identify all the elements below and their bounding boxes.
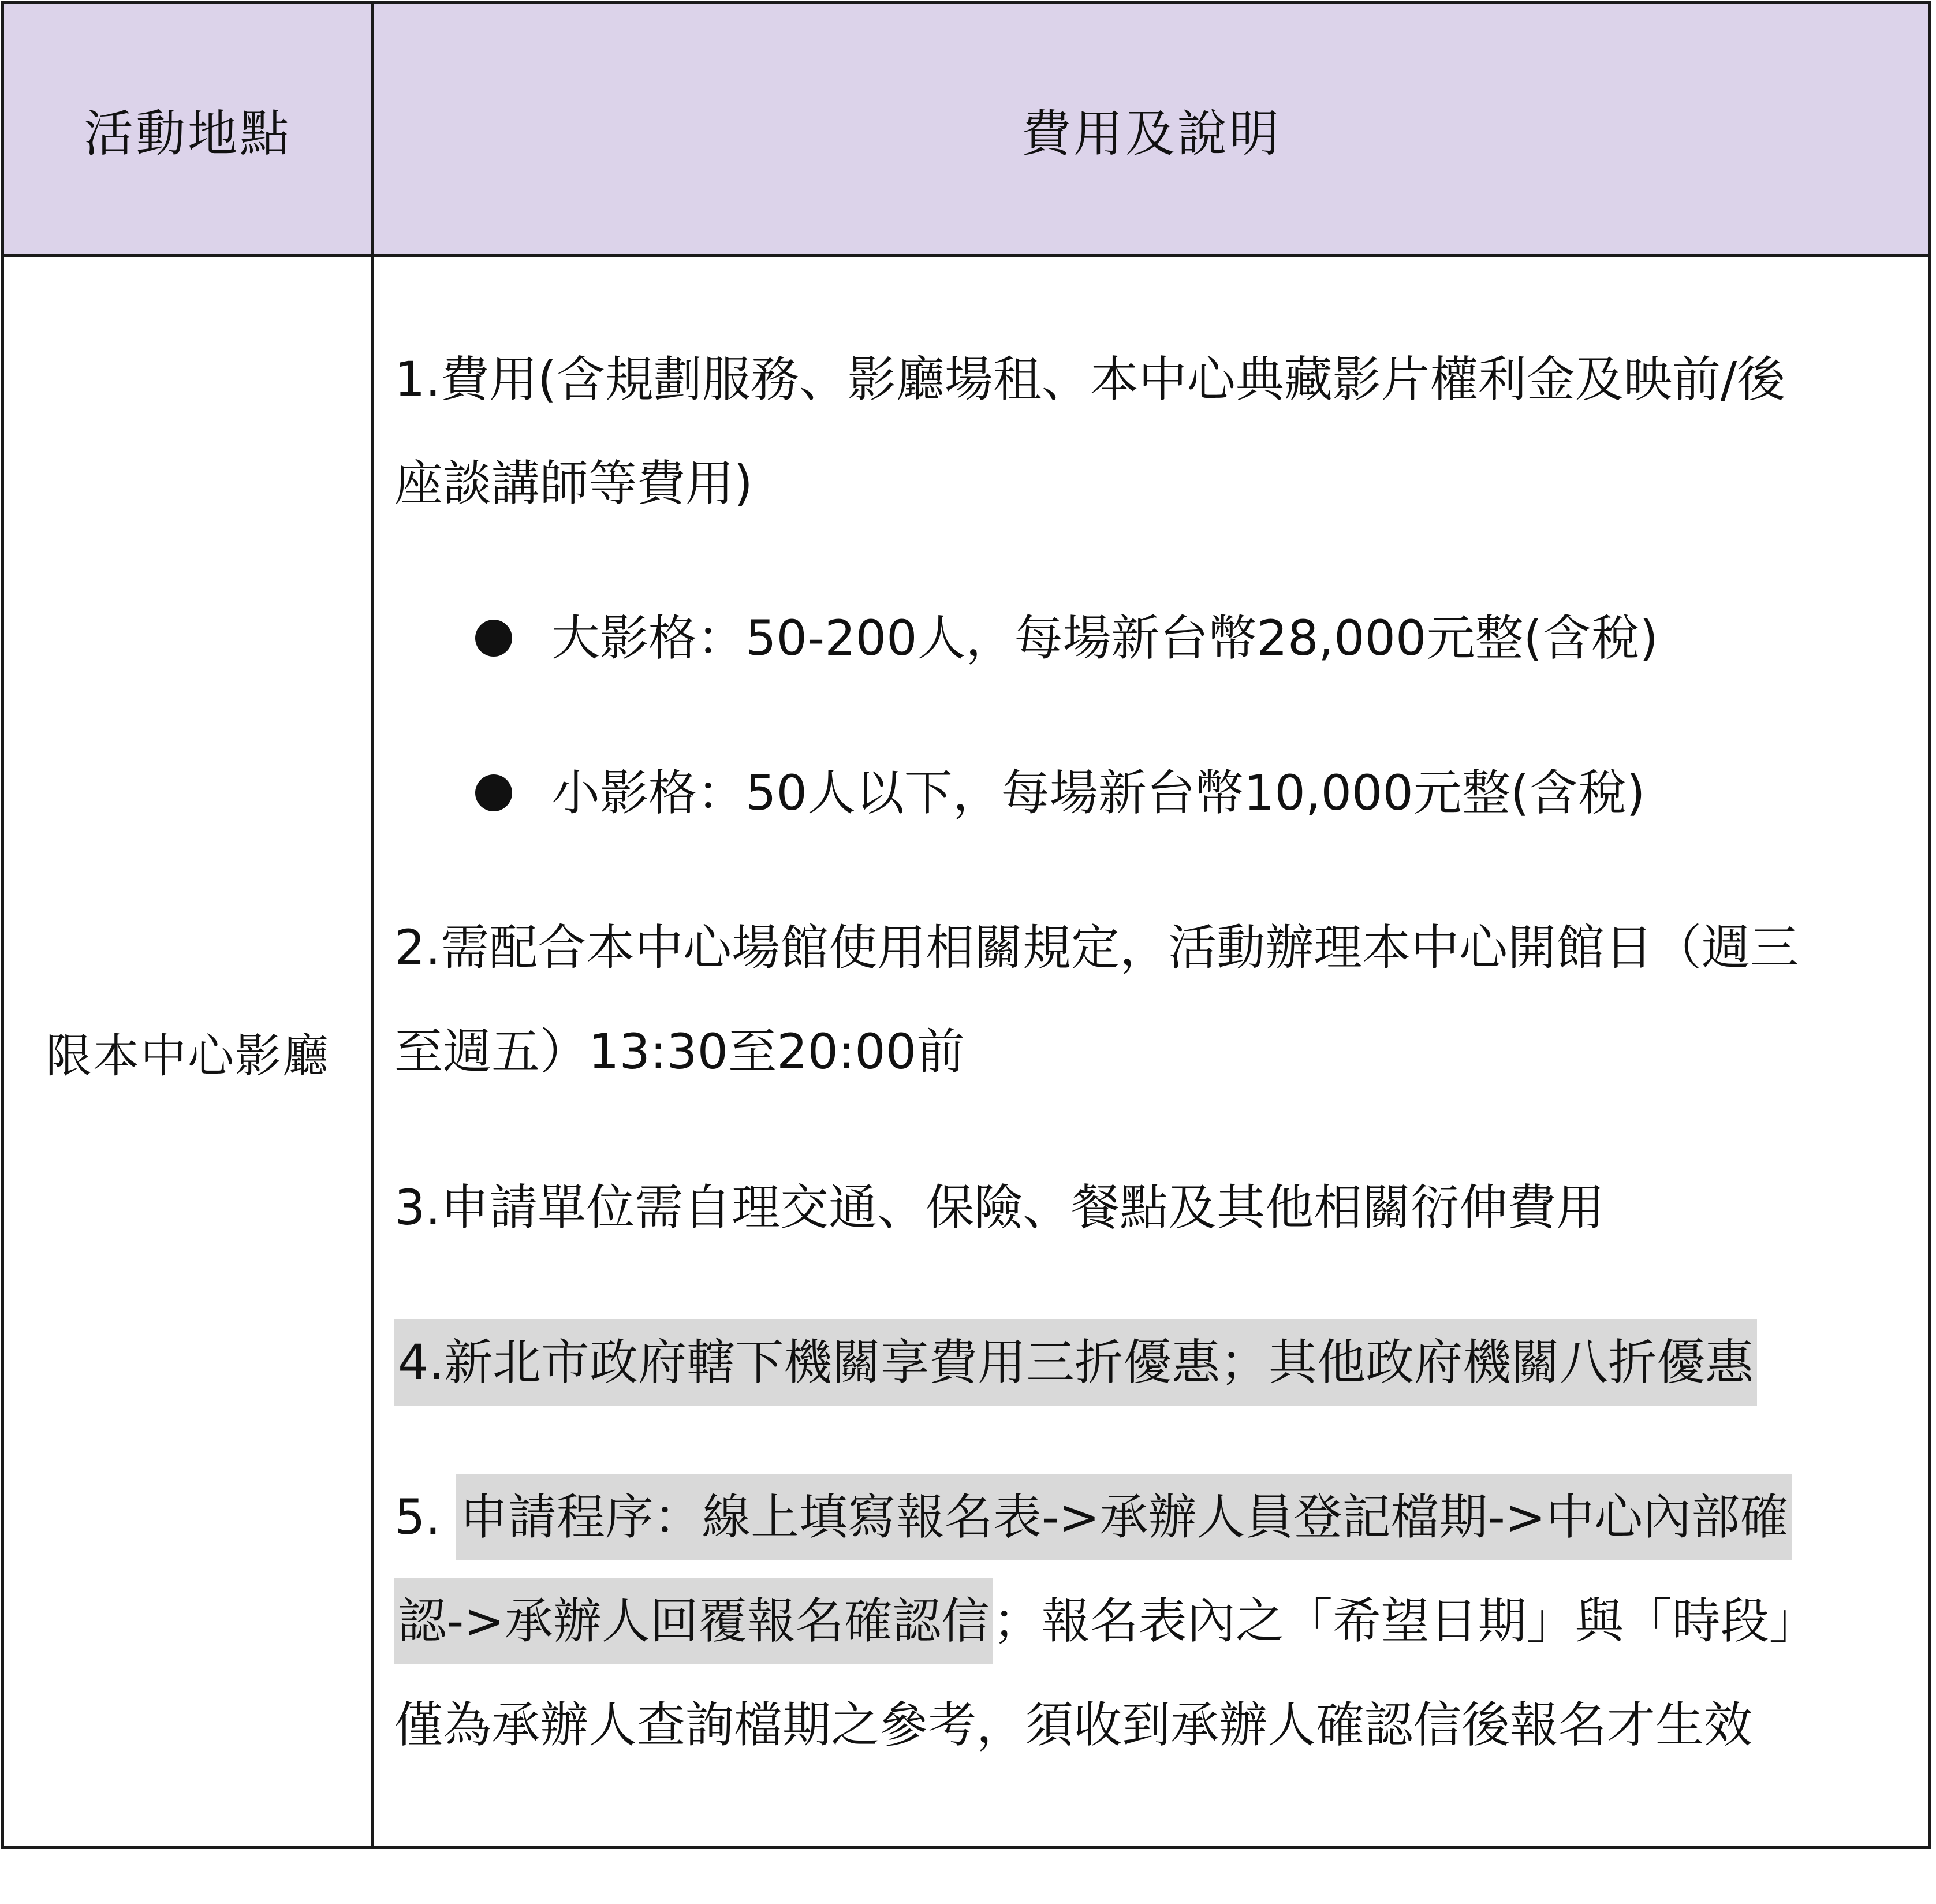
item5-prefix: 5.: [394, 1489, 456, 1545]
bullet-large-text: 大影格：50-200人，每場新台幣28,000元整(含稅): [551, 610, 1658, 666]
item5-line2-highlight: 認->承辦人回覆報名確認信: [394, 1578, 993, 1664]
item5-line2: [394, 1569, 1919, 1673]
item2-line1: 2.需配合本中心場館使用相關規定，活動辦理本中心開館日（週三: [394, 919, 1799, 976]
fees-description-cell: [394, 327, 1919, 1777]
item5-line3: 僅為承辦人查詢檔期之參考，須收到承辦人確認信後報名才生效: [394, 1697, 1753, 1753]
header-location: 活動地點: [84, 105, 292, 163]
item2-line2: 至週五）13:30至20:00前: [394, 1023, 965, 1080]
item3-line1: 3.申請單位需自理交通、保險、餐點及其他相關衍伸費用: [394, 1179, 1605, 1236]
item1-line1: 1.費用(含規劃服務、影廳場租、本中心典藏影片權利金及映前/後: [394, 351, 1786, 408]
bullet-large-room: [394, 586, 1919, 690]
bullet-dot-icon: [475, 774, 512, 811]
bullet-small-text: 小影格：50人以下，每場新台幣10,000元整(含稅): [551, 765, 1646, 821]
bullet-small-room: [394, 741, 1919, 845]
column-divider: [371, 4, 374, 1846]
item4-highlight: 4.新北市政府轄下機關享費用三折優惠；其他政府機關八折優惠: [394, 1319, 1757, 1406]
table-header-row: [4, 4, 1928, 257]
item5-line1-highlight: 申請程序：線上填寫報名表->承辦人員登記檔期->中心內部確: [456, 1474, 1792, 1560]
item5-line1: [394, 1465, 1919, 1569]
bullet-dot-icon: [475, 620, 512, 657]
item4-line: [394, 1310, 1919, 1414]
item5-line2-rest: ；報名表內之「希望日期」與「時段」: [993, 1593, 1818, 1649]
item1-line2: 座談講師等費用): [394, 455, 753, 512]
location-cell: 限本中心影廳: [46, 1029, 330, 1083]
header-fees: 費用及說明: [1021, 105, 1281, 163]
fee-table: [1, 1, 1931, 1849]
